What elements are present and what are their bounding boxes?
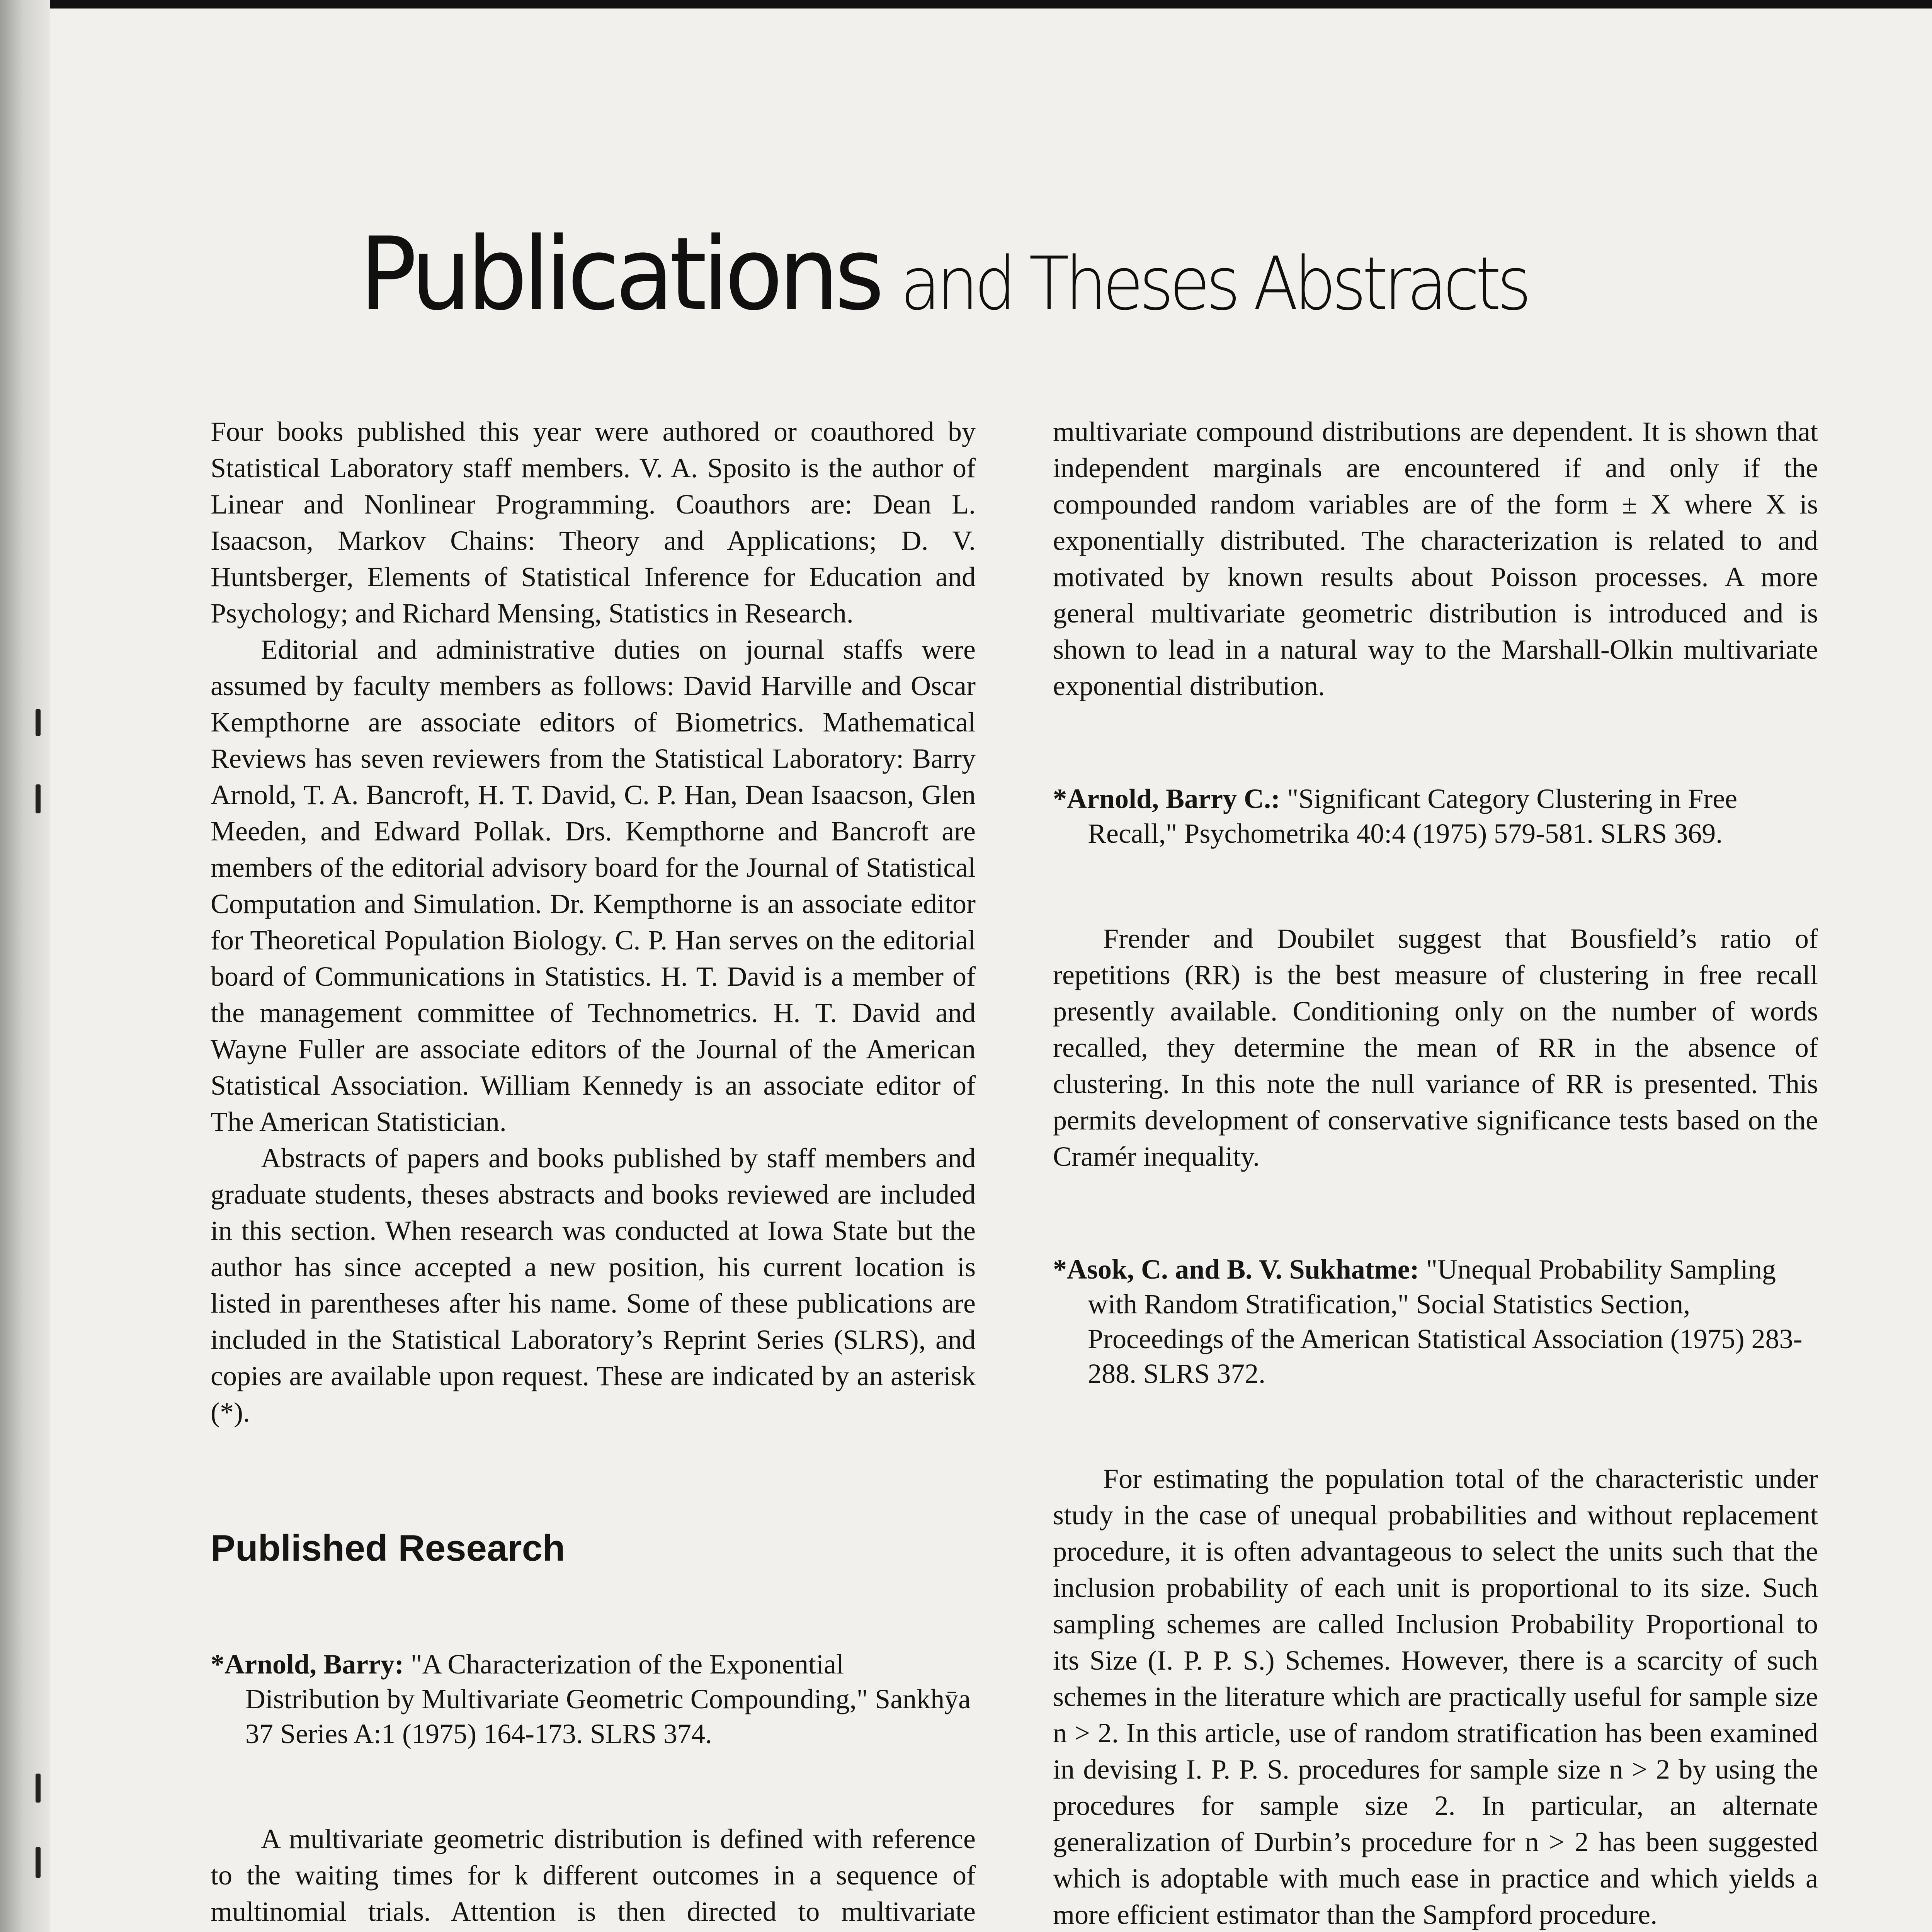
left-column xyxy=(211,413,976,1932)
scan-top-edge xyxy=(0,0,1932,9)
binding-mark xyxy=(36,784,41,813)
reference-author: *Arnold, Barry C.: xyxy=(1053,783,1280,814)
intro-paragraph-editorial: Editorial and administrative duties on journal staffs were assumed by faculty members as follows: David Harville and Oscar Kempthorne are associate editors of Biometrics. Mathematical Reviews has seven reviewers from the Statistical Laboratory: Barry Arnold, T. A. Bancroft, H. T. David, C. P. Han, Dean Isaacson, Glen Meeden, and Edward Pollak. Drs. Kempthorne and Bancroft are members of the editorial advisory board for the Journal of Statistical Computation and Simulation. Dr. Kempthorne is an associate editor for Theoretical Population Biology. C. P. Han serves on the editorial board of Communications in Statistics. H. T. David is a member of the management committee of Technometrics. H. T. David and Wayne Fuller are associate editors of the Journal of the American Statistical Association. William Kennedy is an associate editor of The American Statistician. xyxy=(211,634,976,1137)
title-subtitle: and Theses Abstracts xyxy=(900,241,1527,327)
page-binding-gutter xyxy=(0,0,50,1932)
page-title xyxy=(359,216,1681,332)
reference-author: *Arnold, Barry: xyxy=(211,1649,404,1680)
intro-paragraph-books: Four books published this year were authored or coauthored by Statistical Laboratory staff members. V. A. Sposito is the author of Linear and Nonlinear Programming. Coauthors are: Dean L. Isaacson, Markov Chains: Theory and Applications; D. V. Huntsberger, Elements of Statistical Inference for Education and Psychology; and Richard Mensing, Statistics in Research. xyxy=(211,416,976,629)
title-main: Publications xyxy=(359,216,880,333)
section-heading-published-research: Published Research xyxy=(211,1527,565,1569)
abstract-paragraph: For estimating the population total of the characteristic under study in the case of unequal probabilities and without replacement procedure, it is often advantageous to select the units such that the inclusion probability of each unit is proportional to its size. Such sampling schemes are called Inclusion Probability Proportional to its Size (I. P. P. S.) Schemes. However, there is a scarcity of such schemes in the literature which are practically useful for sample size n > 2. In this article, use of random stratification has been examined in devising I. P. P. S. procedures for sample size n > 2 by using the procedures for sample size 2. In particular, an alternate generalization of Durbin’s procedure for n > 2 has been suggested which is adoptable with much ease in practice and which yields a more efficient estimator than the Sampford procedure. xyxy=(1053,1463,1818,1930)
reference-citation: "Unequal Probability Sampling with Random Stratification," Social Statistics Section, Proceedings of the American Statistical Association (1975) 283-288. SLRS 372. xyxy=(1088,1254,1803,1389)
reference-entry xyxy=(1053,1252,1818,1391)
reference-citation: "A Characterization of the Exponential Distribution by Multivariate Geometric Compounding," Sankhȳa 37 Series A:1 (1975) 164-173. SLRS 374. xyxy=(245,1649,971,1749)
abstract-paragraph: Frender and Doubilet suggest that Bousfield’s ratio of repetitions (RR) is the best measure of clustering in free recall presently available. Conditioning only on the number of words recalled, they determine the mean of RR in the absence of clustering. In this note the null variance of RR is presented. This permits development of conservative significance tests based on the Cramér inequality. xyxy=(1053,923,1818,1172)
reference-entry xyxy=(211,1647,976,1751)
binding-mark xyxy=(36,1847,41,1878)
reference-citation: "Significant Category Clustering in Free Recall," Psychometrika 40:4 (1975) 579-581. SLRS 369. xyxy=(1088,783,1738,849)
binding-mark xyxy=(36,1774,41,1803)
right-column xyxy=(1053,413,1818,1932)
binding-mark xyxy=(36,709,41,736)
abstract-paragraph: A multivariate geometric distribution is defined with reference to the waiting times for k different outcomes in a sequence of multinomial trials. Attention is then directed to multivariate xyxy=(211,1823,976,1927)
intro-paragraph-abstracts: Abstracts of papers and books published by staff members and graduate students, theses abstracts and books reviewed are included in this section. When research was conducted at Iowa State but the author has since accepted a new position, his current location is listed in parentheses after his name. Some of these publications are included in the Statistical Laboratory’s Reprint Series (SLRS), and copies are available upon request. These are indicated by an asterisk (*). xyxy=(211,1143,976,1428)
reference-author: *Asok, C. and B. V. Sukhatme: xyxy=(1053,1254,1419,1285)
abstract-paragraph-continued: multivariate compound distributions are dependent. It is shown that independent marginals are encountered if and only if the compounded random variables are of the form ± X where X is exponentially distributed. The characterization is related to and motivated by known results about Poisson processes. A more general multivariate geometric distribution is introduced and is shown to lead in a natural way to the Marshall-Olkin multivariate exponential distribution. xyxy=(1053,416,1818,701)
reference-entry xyxy=(1053,781,1818,851)
